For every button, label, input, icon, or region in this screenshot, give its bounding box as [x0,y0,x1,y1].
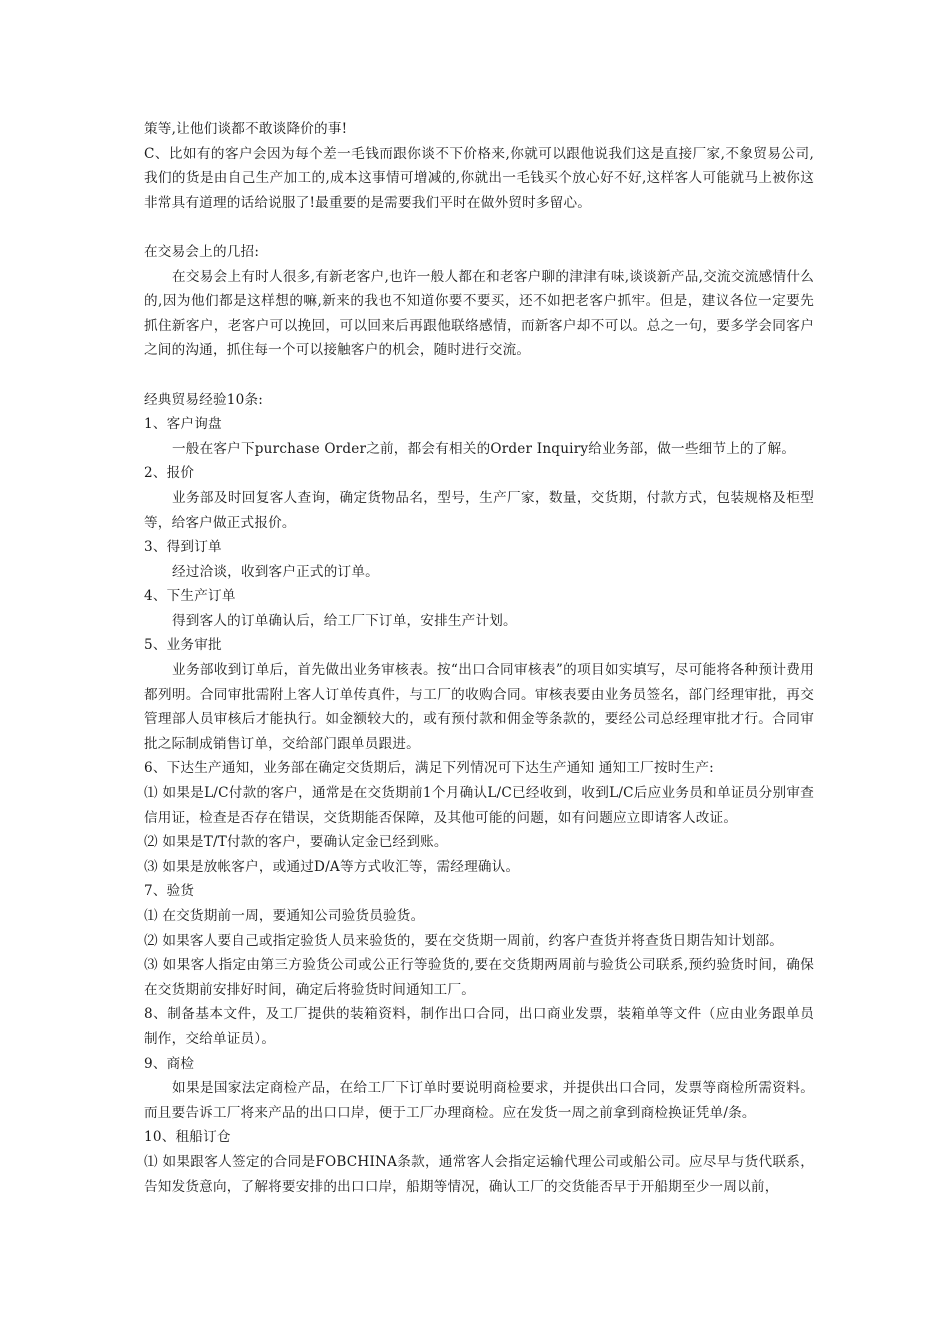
paragraph-price-tip: C、比如有的客户会因为每个差一毛钱而跟你谈不下价格来,你就可以跟他说我们这是直接厂家,不象贸易公司,我们的货是由自己生产加工的,成本这事情可增减的,你就出一毛钱买个放心好不好,这样客人可能就马上被你这非常具有道理的话给说服了!最重要的是需要我们平时在做外贸时多留心。 [144,145,814,211]
step-title-2: 2、报价 [144,465,195,482]
step-title-10: 10、租船订仓 [144,1129,231,1146]
section-heading-tips: 经典贸易经验10条: [144,391,264,408]
step-7-item-2: ⑵ 如果客人要自己或指定验货人员来验货的，要在交货期一周前，约客户查货并将查货日期告知计划部。 [144,932,784,949]
step-title-5: 5、业务审批 [144,637,222,654]
step-title-4: 4、下生产订单 [144,588,236,605]
step-6-item-2: ⑵ 如果是T/T付款的客户，要确认定金已经到账。 [144,834,448,851]
step-title-6: 6、下达生产通知，业务部在确定交货期后，满足下列情况可下达生产通知 通知工厂按时生产: [144,760,714,777]
step-6-item-1: ⑴ 如果是L/C付款的客户，通常是在交货期前1个月确认L/C已经收到，收到L/C后应业务员和单证员分别审查信用证，检查是否存在错误，交货期能否保障，及其他可能的问题，如有问题应立即请客人改证。 [144,785,814,826]
step-body-3: 经过洽谈，收到客户正式的订单。 [172,563,379,580]
step-6-item-3: ⑶ 如果是放帐客户，或通过D/A等方式收汇等，需经理确认。 [144,858,520,875]
paragraph-fair: 在交易会上有时人很多,有新老客户,也许一般人都在和老客户聊的津津有味,谈谈新产品,交流交流感情什么的,因为他们都是这样想的嘛,新来的我也不知道你要不要买，还不如把老客户抓牢。但是，建议各位一定要先抓住新客户，老客户可以挽回，可以回来后再跟他联络感情，而新客户却不可以。总之一句，要多学会同客户之间的沟通，抓住每一个可以接触客户的机会，随时进行交流。 [144,268,814,359]
spacer [144,363,814,388]
step-body-9: 如果是国家法定商检产品，在给工厂下订单时要说明商检要求，并提供出口合同，发票等商检所需资料。而且要告诉工厂将来产品的出口口岸，便于工厂办理商检。应在发货一周之前拿到商检换证凭单/条。 [144,1080,814,1121]
step-title-7: 7、验货 [144,883,195,900]
step-10-item-1: ⑴ 如果跟客人签定的合同是FOBCHINA条款，通常客人会指定运输代理公司或船公司。应尽早与货代联系，告知发货意向，了解将要安排的出口口岸，船期等情况，确认工厂的交货能否早于开船期至少一周以前， [144,1153,814,1195]
section-heading-fair: 在交易会上的几招: [144,243,260,260]
step-body-5: 业务部收到订单后，首先做出业务审核表。按“出口合同审核表”的项目如实填写，尽可能将各种预计费用都列明。合同审批需附上客人订单传真件，与工厂的收购合同。审核表要由业务员签名，部门经理审批，再交管理部人员审核后才能执行。如金额较大的，或有预付款和佣金等条款的，要经公司总经理审批才行。合同审批之际制成销售订单，交给部门跟单员跟进。 [144,662,814,752]
paragraph-intro-continuation: 策等,让他们谈都不敢谈降价的事! [144,121,348,137]
step-body-2: 业务部及时回复客人查询，确定货物品名，型号，生产厂家，数量，交货期，付款方式，包装规格及柜型等，给客户做正式报价。 [144,489,814,531]
step-7-item-1: ⑴ 在交货期前一周，要通知公司验货员验货。 [144,908,425,924]
step-title-1: 1、客户询盘 [144,416,222,433]
spacer [144,215,814,240]
step-title-9: 9、商检 [144,1055,195,1072]
step-title-8: 8、制备基本文件，及工厂提供的装箱资料，制作出口合同，出口商业发票，装箱单等文件（应由业务跟单员制作，交给单证员）。 [144,1006,814,1047]
step-7-item-3: ⑶ 如果客人指定由第三方验货公司或公正行等验货的,要在交货期两周前与验货公司联系,预约验货时间，确保在交货期前安排好时间，确定后将验货时间通知工厂。 [144,957,814,998]
step-title-3: 3、得到订单 [144,539,222,556]
document-body [144,117,814,1199]
step-body-4: 得到客人的订单确认后，给工厂下订单，安排生产计划。 [172,612,517,629]
step-body-1: 一般在客户下purchase Order之前，都会有相关的Order Inquiry给业务部，做一些细节上的了解。 [172,440,796,457]
